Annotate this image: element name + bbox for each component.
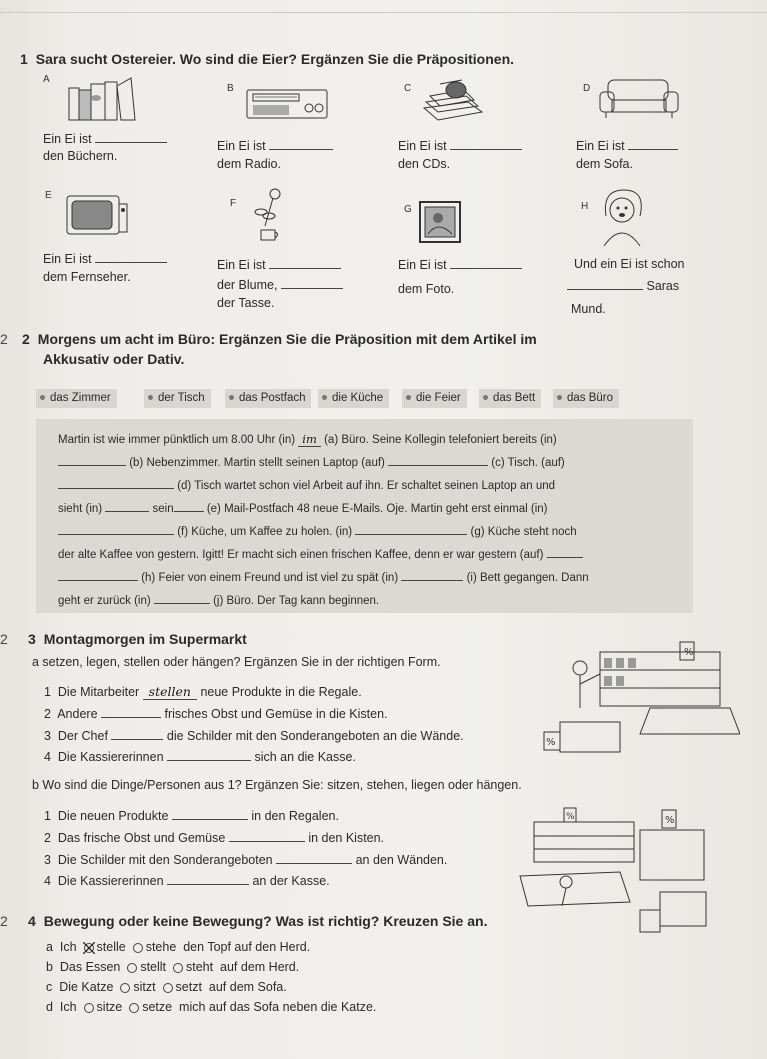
ex1-title: Sara sucht Ostereier. Wo sind die Eier? Ergänzen Sie die Präpositionen. — [35, 51, 515, 67]
ex3b-item-1: 1 Die neuen Produkte in den Regalen. — [44, 809, 339, 823]
photo-illustration — [418, 200, 464, 246]
checked-radio[interactable] — [84, 943, 94, 953]
ex2-line: der alte Kaffee von gestern. Igitt! Er macht sich einen frischen Kaffee, denn er war gestern (auf) — [58, 546, 583, 561]
ex2-line: (f) Küche, um Kaffee zu holen. (in) (g) Küche steht noch — [58, 523, 577, 538]
pic-h-line2: Saras — [567, 278, 679, 293]
word-chip: das Zimmer — [36, 389, 117, 408]
pic-h-line3: Mund. — [571, 302, 606, 316]
ex2-title-line1: Morgens um acht im Büro: Ergänzen Sie die Präposition mit dem Artikel im — [37, 331, 537, 347]
ex2-line: Martin ist wie immer pünktlich um 8.00 Uhr (in) im (a) Büro. Seine Kollegin telefoniert bereits (in) — [58, 432, 557, 446]
word-chip: das Postfach — [225, 389, 311, 408]
ex4-number: 4 — [28, 913, 36, 929]
ex2-line: (b) Nebenzimmer. Martin stellt seinen Laptop (auf) (c) Tisch. (auf) — [58, 454, 565, 469]
word-chip: die Feier — [402, 389, 467, 408]
pic-a-line1: Ein Ei ist — [43, 131, 167, 146]
ex3a-task: a setzen, legen, stellen oder hängen? Ergänzen Sie in der richtigen Form. — [32, 655, 441, 669]
pic-c-line1: Ein Ei ist — [398, 138, 522, 153]
pic-e-letter: E — [45, 190, 52, 201]
ex2-line: geht er zurück (in) (j) Büro. Der Tag kann beginnen. — [58, 592, 379, 607]
ex2-title-line2: Akkusativ oder Dativ. — [43, 351, 185, 367]
supermarket-illustration-a — [540, 638, 740, 756]
ex2-line: sieht (in) sein (e) Mail-Postfach 48 neue E-Mails. Oje. Martin geht erst einmal (in) — [58, 500, 547, 515]
books-illustration — [67, 76, 139, 122]
svg-text:%: % — [684, 647, 694, 658]
ex3-number: 3 — [28, 631, 36, 647]
ex2-line: (d) Tisch wartet schon viel Arbeit auf ihn. Er schaltet seinen Laptop an und — [58, 477, 555, 492]
option-radio[interactable] — [127, 963, 137, 973]
word-chip: die Küche — [318, 389, 389, 408]
ex3b-item-4: 4 Die Kassiererinnen an der Kasse. — [44, 874, 330, 888]
pic-g-line2: dem Foto. — [398, 282, 455, 296]
margin-mark-2: 2 — [0, 331, 8, 347]
ex3-heading — [28, 631, 247, 647]
pic-h-letter: H — [581, 201, 589, 212]
ex3b-item-3: 3 Die Schilder mit den Sonderangeboten an den Wänden. — [44, 853, 448, 867]
margin-mark-4: 2 — [0, 913, 8, 929]
flower-cup-illustration — [245, 186, 285, 244]
svg-text:%: % — [566, 812, 575, 822]
pic-c-line2: den CDs. — [398, 157, 451, 171]
ex3b-task: b Wo sind die Dinge/Personen aus 1? Ergänzen Sie: sitzen, stehen, liegen oder hängen. — [32, 778, 522, 792]
margin-mark-3: 2 — [0, 631, 8, 647]
ex4-item-a: a Ich stelle stehe den Topf auf den Herd. — [46, 940, 311, 954]
cds-illustration — [418, 78, 488, 124]
option-radio[interactable] — [84, 1003, 94, 1013]
ex3a-item-2: 2 Andere frisches Obst und Gemüse in die Kisten. — [44, 707, 388, 721]
girl-illustration — [596, 186, 648, 246]
pic-a-line2: den Büchern. — [43, 149, 118, 163]
pic-f-line1: Ein Ei ist — [217, 257, 341, 272]
pic-b-line1: Ein Ei ist — [217, 138, 333, 153]
top-divider — [0, 12, 767, 13]
option-radio[interactable] — [120, 983, 130, 993]
ex3a-item-1: 1 Die Mitarbeiter stellen neue Produkte in die Regale. — [44, 684, 362, 699]
pic-a-letter: A — [43, 74, 50, 85]
ex4-heading — [28, 913, 487, 929]
ex2-line: (h) Feier von einem Freund und ist viel zu spät (in) (i) Bett gegangen. Dann — [58, 569, 589, 584]
pic-e-line1: Ein Ei ist — [43, 251, 167, 266]
ex3a-item-4: 4 Die Kassiererinnen sich an die Kasse. — [44, 750, 356, 764]
pic-g-line1: Ein Ei ist — [398, 257, 522, 272]
option-radio[interactable] — [133, 943, 143, 953]
supermarket-illustration-b — [510, 806, 710, 936]
ex3a-item-3: 3 Der Chef die Schilder mit den Sonderangeboten an die Wände. — [44, 729, 464, 743]
pic-d-letter: D — [583, 83, 591, 94]
word-chip: das Bett — [479, 389, 541, 408]
pic-d-line1: Ein Ei ist — [576, 138, 678, 153]
pic-e-line2: dem Fernseher. — [43, 270, 131, 284]
pic-f-line2: der Blume, — [217, 277, 343, 292]
ex4-item-c: c Die Katze sitzt setzt auf dem Sofa. — [46, 980, 287, 994]
ex3b-item-2: 2 Das frische Obst und Gemüse in den Kisten. — [44, 831, 385, 845]
tv-illustration — [65, 194, 131, 238]
sofa-illustration — [598, 76, 680, 122]
pic-f-line3: der Tasse. — [217, 296, 275, 310]
radio-illustration — [245, 86, 329, 120]
svg-text:%: % — [665, 815, 675, 826]
pic-c-letter: C — [404, 83, 412, 94]
word-chip: der Tisch — [144, 389, 211, 408]
pic-f-letter: F — [230, 198, 237, 209]
word-chip: das Büro — [553, 389, 619, 408]
pic-b-line2: dem Radio. — [217, 157, 281, 171]
handwritten-answer: im — [298, 432, 321, 447]
pic-h-line1: Und ein Ei ist schon — [574, 257, 685, 271]
svg-text:%: % — [546, 737, 556, 748]
ex2-heading — [22, 331, 537, 347]
handwritten-answer: stellen — [143, 684, 197, 700]
ex2-text-box — [36, 419, 693, 613]
ex4-item-b: b Das Essen stellt steht auf dem Herd. — [46, 960, 300, 974]
word-bank — [36, 389, 636, 409]
ex1-heading — [20, 51, 514, 67]
option-radio[interactable] — [173, 963, 183, 973]
pic-g-letter: G — [404, 204, 412, 215]
ex3-title: Montagmorgen im Supermarkt — [43, 631, 247, 647]
option-radio[interactable] — [163, 983, 173, 993]
ex2-number: 2 — [22, 331, 30, 347]
ex4-item-d: d Ich sitze setze mich auf das Sofa neben die Katze. — [46, 1000, 377, 1014]
option-radio[interactable] — [129, 1003, 139, 1013]
pic-d-line2: dem Sofa. — [576, 157, 633, 171]
pic-b-letter: B — [227, 83, 234, 94]
ex4-title: Bewegung oder keine Bewegung? Was ist richtig? Kreuzen Sie an. — [43, 913, 488, 929]
ex1-number: 1 — [20, 51, 28, 67]
